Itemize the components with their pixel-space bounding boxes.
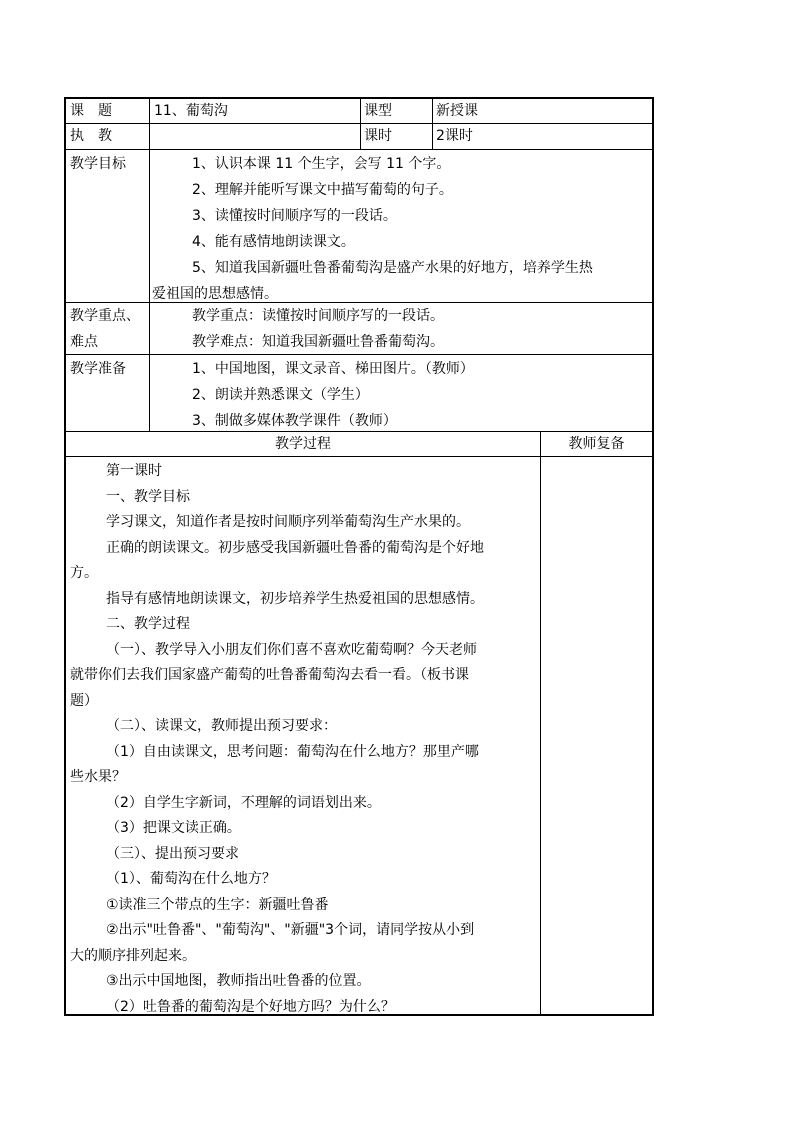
- row-divider: [66, 149, 652, 150]
- process-line: 方。: [70, 565, 98, 581]
- subject-label-text: 课题: [70, 103, 126, 119]
- col-divider: [540, 431, 541, 1014]
- lesson-type-value: 新授课: [436, 103, 478, 119]
- prep-item: 2、朗读并熟悉课文（学生）: [192, 387, 369, 403]
- row-divider: [66, 456, 652, 457]
- process-line: （一）、教学导入小朋友们你们喜不喜欢吃葡萄啊？今天老师: [106, 641, 477, 658]
- prep-content: [152, 356, 650, 434]
- lesson-type-label: 课型: [364, 103, 392, 119]
- process-line: 正确的朗读课文。初步感受我国新疆吐鲁番的葡萄沟是个好地: [106, 539, 484, 556]
- periods-value: 2课时: [436, 128, 473, 144]
- goal-item: 2、理解并能听写课文中描写葡萄的句子。: [192, 182, 453, 198]
- process-line: 一、教学目标: [106, 488, 190, 505]
- process-line: 题）: [70, 692, 98, 709]
- subject-value: 11、葡萄沟: [154, 103, 228, 119]
- subject-label: [70, 99, 148, 123]
- lesson-plan-table: [64, 97, 654, 1016]
- process-line: （3）把课文读正确。: [106, 820, 241, 836]
- goal-item: 3、读懂按时间顺序写的一段话。: [192, 208, 397, 224]
- goal-item: 4、能有感情地朗读课文。: [192, 234, 355, 250]
- teacher-label: [70, 124, 148, 149]
- process-line: （1）、葡萄沟在什么地方？: [106, 871, 276, 887]
- teacher-label-text: 执教: [70, 128, 126, 144]
- process-line: （1）自由读课文，思考问题：葡萄沟在什么地方？那里产哪: [106, 743, 479, 760]
- prep-item: 3、制做多媒体教学课件（教师）: [192, 413, 397, 429]
- teacher-value: [154, 124, 358, 149]
- review-header: 教师复备: [568, 436, 625, 452]
- prep-item: 1、中国地图，课文录音、梯田图片。（教师）: [192, 361, 474, 377]
- process-line: ③出示中国地图，教师指出吐鲁番的位置。: [106, 973, 371, 989]
- process-line: 二、教学过程: [106, 616, 190, 632]
- process-line: ②出示"吐鲁番"、"葡萄沟"、"新疆"3个词，请同学按从小到: [106, 922, 475, 938]
- process-line: ①读准三个带点的生字：新疆吐鲁番: [106, 896, 329, 913]
- goal-item: 5、知道我国新疆吐鲁番葡萄沟是盛产水果的好地方，培养学生热: [192, 260, 593, 276]
- prep-label: 教学准备: [70, 361, 126, 377]
- process-line: 些水果？: [70, 769, 126, 785]
- keypoint-item: 教学难点：知道我国新疆吐鲁番葡萄沟。: [192, 334, 444, 350]
- goal-item-continued: 爱祖国的思想感情。: [152, 286, 278, 302]
- goal-item: 1、认识本课 11 个生字，会写 11 个字。: [192, 156, 451, 172]
- keypoints-content: [152, 303, 650, 355]
- periods-label: 课时: [364, 128, 392, 144]
- col-divider: [432, 99, 433, 149]
- process-line: （2）吐鲁番的葡萄沟是个好地方吗？为什么？: [106, 998, 395, 1015]
- process-line: （2）自学生字新词，不理解的词语划出来。: [106, 794, 381, 811]
- process-line: 指导有感情地朗读课文，初步培养学生热爱祖国的思想感情。: [106, 590, 484, 607]
- keypoint-item: 教学重点：读懂按时间顺序写的一段话。: [192, 308, 444, 324]
- col-divider: [149, 99, 150, 431]
- process-line: 就带你们去我们国家盛产葡萄的吐鲁番葡萄沟去看一看。（板书课: [70, 667, 469, 683]
- process-line: 大的顺序排列起来。: [70, 947, 196, 964]
- review-column: [542, 458, 650, 1012]
- col-divider: [360, 99, 361, 149]
- goals-label: 教学目标: [70, 156, 126, 172]
- process-header: 教学过程: [275, 436, 331, 452]
- goals-content: [152, 151, 650, 307]
- process-line: （二）、读课文，教师提出预习要求：: [106, 718, 337, 734]
- keypoints-label-line: 难点: [70, 334, 98, 350]
- process-line: 第一课时: [106, 463, 162, 479]
- keypoints-label-line: 教学重点、: [70, 308, 140, 324]
- keypoints-label: [70, 303, 148, 355]
- process-line: （三）、提出预习要求: [106, 845, 239, 862]
- process-line: 学习课文，知道作者是按时间顺序列举葡萄沟生产水果的。: [106, 514, 470, 530]
- process-body: [70, 459, 538, 1020]
